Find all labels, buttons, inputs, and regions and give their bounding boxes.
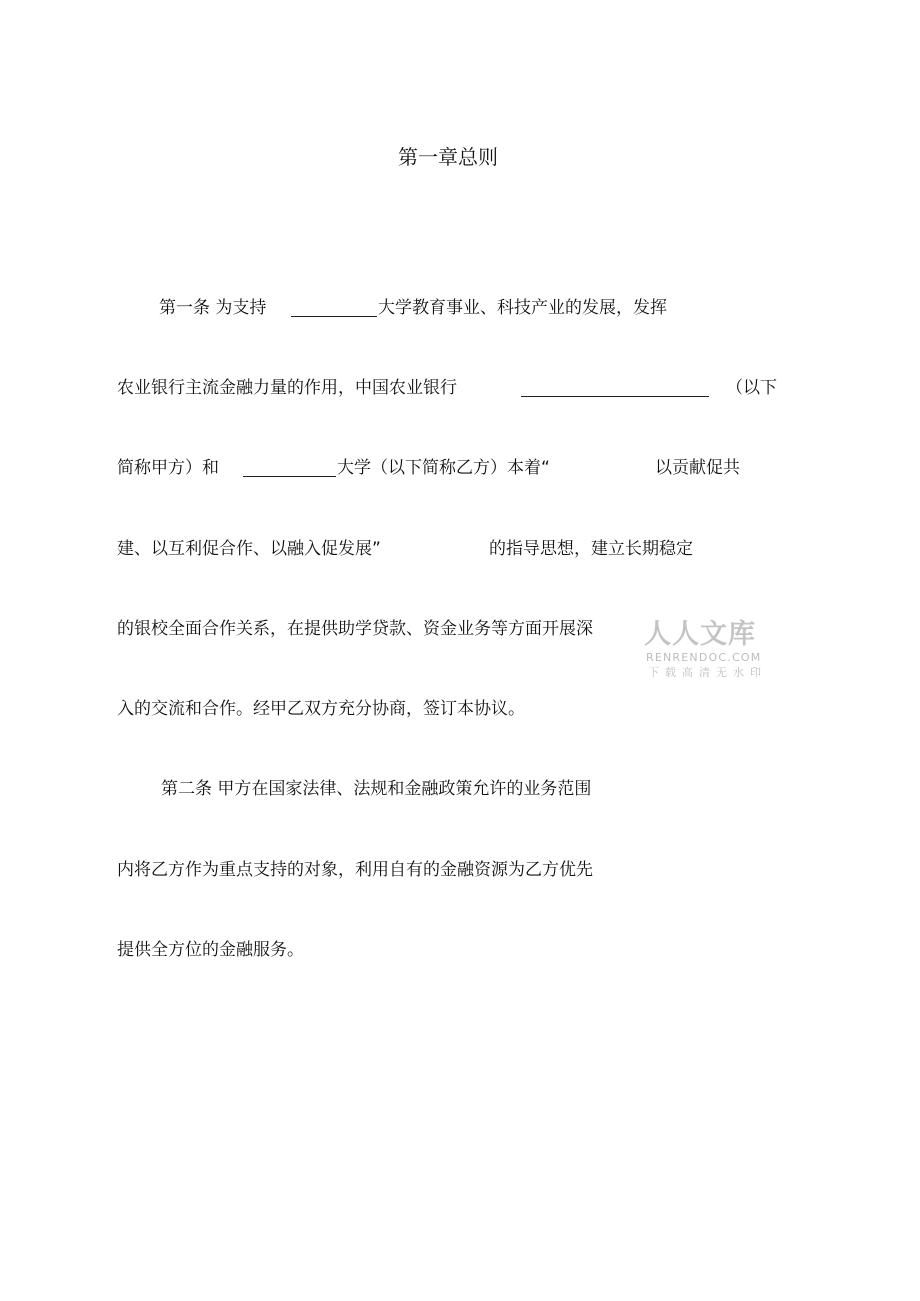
watermark-subtitle: 下载高清无水印 (648, 666, 767, 679)
article1-line1-part2: 大学教育事业、科技产业的发展，发挥 (378, 298, 667, 318)
article2-line2: 内将乙方作为重点支持的对象，利用自有的金融资源为乙方优先 (117, 860, 593, 880)
article1-line5: 的银校全面合作关系，在提供助学贷款、资金业务等方面开展深 (117, 619, 593, 639)
article1-line4-part1: 建、以互利促合作、以融入促发展” (117, 539, 381, 559)
article1-line1-part1: 第一条 为支持 (159, 298, 267, 318)
chapter-title: 第一章总则 (398, 145, 498, 169)
watermark (644, 618, 774, 688)
article1-line6: 入的交流和合作。经甲乙双方充分协商，签订本协议。 (117, 699, 525, 719)
watermark-title: 人人文库 (644, 619, 756, 650)
article1-line4-part2: 的指导思想，建立长期稳定 (489, 539, 693, 559)
article2-line3: 提供全方位的金融服务。 (117, 940, 304, 960)
blank-bank-branch-name (521, 396, 709, 397)
article1-line2-part2: （以下 (726, 378, 777, 398)
article1-line2-part1: 农业银行主流金融力量的作用，中国农业银行 (117, 378, 457, 398)
article1-line3-part3: 以贡献促共 (655, 458, 740, 478)
blank-university-name-2 (243, 476, 336, 477)
article1-line3-part2: 大学（以下简称乙方）本着“ (337, 458, 550, 478)
article1-line3-part1: 简称甲方）和 (117, 458, 219, 478)
blank-university-name-1 (291, 316, 377, 317)
article2-line1: 第二条 甲方在国家法律、法规和金融政策允许的业务范围 (161, 779, 592, 799)
watermark-site: RENRENDOC.COM (646, 651, 762, 664)
